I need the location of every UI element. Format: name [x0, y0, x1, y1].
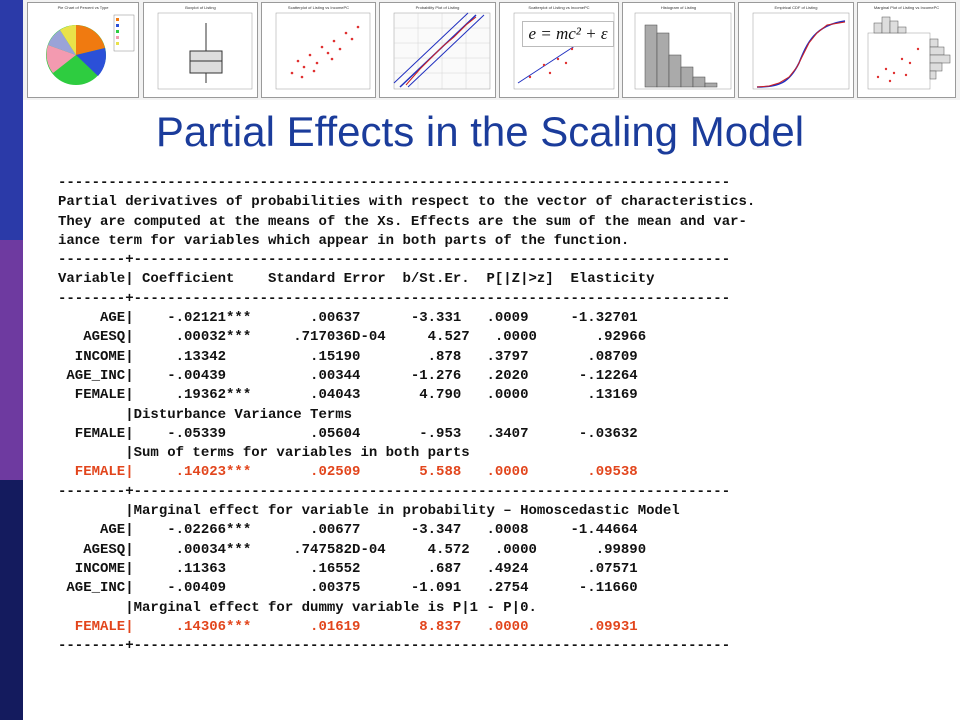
- output-line: |Disturbance Variance Terms: [58, 406, 353, 423]
- boxplot-graphic: [144, 3, 258, 98]
- output-line: AGE_INC| -.00409 .00375 -1.091 .2754 -.11660: [58, 580, 638, 597]
- output-line: They are computed at the means of the Xs. Effects are the sum of the mean and var-: [58, 213, 747, 230]
- output-line: FEMALE| -.05339 .05604 -.953 .3407 -.03632: [58, 425, 638, 442]
- output-line: AGE| -.02266*** .00677 -3.347 .0008 -1.44664: [58, 522, 638, 539]
- thumbnail-title: Empirical CDF of Listing: [774, 5, 818, 10]
- thumbnail-equation: [499, 2, 619, 98]
- scatterplot-graphic: [262, 3, 376, 98]
- output-line: |Marginal effect for dummy variable is P|1 - P|0.: [58, 599, 537, 616]
- left-bar-middle: [0, 240, 23, 480]
- pie-chart-graphic: [28, 3, 139, 98]
- output-line: AGE| -.02121*** .00637 -3.331 .0009 -1.32701: [58, 310, 638, 327]
- thumbnail-marginal-plot: [857, 2, 956, 98]
- thumbnail-probability-plot: [379, 2, 496, 98]
- output-line: FEMALE| .14306*** .01619 8.837 .0000 .09931: [58, 618, 638, 635]
- regression-output: [58, 174, 938, 656]
- thumbnail-title: Probability Plot of Listing: [415, 5, 460, 10]
- output-line: iance term for variables which appear in both parts of the function.: [58, 232, 630, 249]
- left-bar-bottom: [0, 480, 23, 720]
- thumbnail-title: Scatterplot of Listing vs IncomePC: [287, 5, 350, 10]
- marginal-plot-graphic: [858, 3, 956, 98]
- output-line: FEMALE| .14023*** .02509 5.588 .0000 .09538: [58, 464, 638, 481]
- output-line: INCOME| .11363 .16552 .687 .4924 .07571: [58, 560, 638, 577]
- thumbnail-title: Marginal Plot of Listing vs IncomePC: [873, 5, 940, 10]
- equation-text: e = mc² + ε: [522, 21, 614, 47]
- thumbnail-title: Histogram of Listing: [660, 5, 697, 10]
- slide-title: Partial Effects in the Scaling Model: [155, 108, 805, 155]
- output-line: --------+-----------------------------------------------------------------------: [58, 638, 731, 655]
- output-line: |Sum of terms for variables in both parts: [58, 445, 470, 462]
- equation-scatter-graphic: [500, 3, 619, 98]
- thumbnail-empirical-cdf: [738, 2, 854, 98]
- output-line: --------+-----------------------------------------------------------------------: [58, 290, 731, 307]
- empirical-cdf-graphic: [739, 3, 854, 98]
- histogram-graphic: [623, 3, 735, 98]
- output-line: FEMALE| .19362*** .04043 4.790 .0000 .13169: [58, 387, 638, 404]
- output-line: --------+-----------------------------------------------------------------------: [58, 252, 731, 269]
- probability-plot-graphic: [380, 3, 496, 98]
- output-line: Variable| Coefficient Standard Error b/St.Er. P[|Z|>z] Elasticity: [58, 271, 655, 288]
- thumbnail-title: Scatterplot of Listing vs IncomePC: [528, 5, 590, 10]
- output-line: AGESQ| .00034*** .747582D-04 4.572 .0000 .99890: [58, 541, 647, 558]
- thumbnail-title: Boxplot of Listing: [185, 5, 216, 10]
- thumbnail-pie-chart: [27, 2, 139, 98]
- thumbnail-scatterplot: [261, 2, 376, 98]
- thumbnail-boxplot: [143, 2, 258, 98]
- output-line: AGE_INC| -.00439 .00344 -1.276 .2020 -.12264: [58, 367, 638, 384]
- output-line: |Marginal effect for variable in probability – Homoscedastic Model: [58, 503, 680, 520]
- output-line: --------+-----------------------------------------------------------------------: [58, 483, 731, 500]
- thumbnail-banner: [23, 0, 960, 100]
- output-line: INCOME| .13342 .15190 .878 .3797 .08709: [58, 348, 638, 365]
- output-line: --------------------------------------------------------------------------------: [58, 175, 731, 191]
- thumbnail-title: Pie Chart of Percent vs Type: [57, 5, 109, 10]
- output-line: AGESQ| .00032*** .717036D-04 4.527 .0000 .92966: [58, 329, 647, 346]
- output-line: Partial derivatives of probabilities with respect to the vector of characteristics.: [58, 194, 756, 211]
- thumbnail-histogram: [622, 2, 735, 98]
